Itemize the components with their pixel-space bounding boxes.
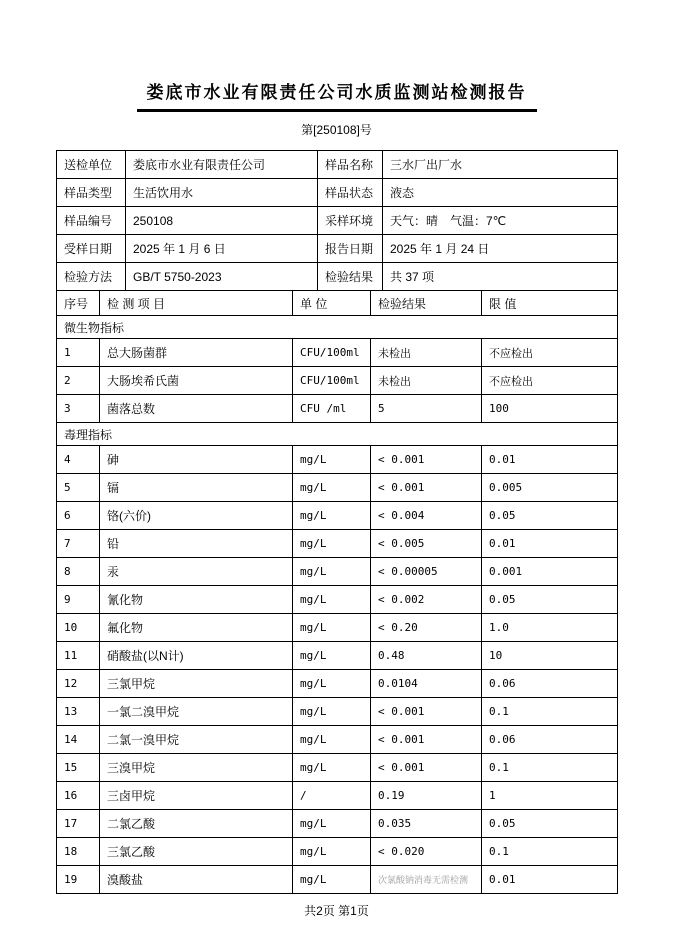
cell-limit: 0.1 [482, 838, 618, 866]
table-row [57, 586, 618, 614]
info-value: GB/T 5750-2023 [126, 263, 318, 291]
cell-result: 未检出 [371, 339, 482, 367]
cell-result: < 0.00005 [371, 558, 482, 586]
info-label: 采样环境 [318, 207, 383, 235]
cell-item: 大肠埃希氏菌 [100, 367, 293, 395]
cell-limit: 100 [482, 395, 618, 423]
cell-item: 三卤甲烷 [100, 782, 293, 810]
col-header-unit: 单 位 [293, 291, 371, 316]
table-row [57, 558, 618, 586]
cell-limit: 0.01 [482, 530, 618, 558]
cell-unit: mg/L [293, 474, 371, 502]
cell-unit: mg/L [293, 446, 371, 474]
cell-unit: mg/L [293, 614, 371, 642]
cell-item: 三氯乙酸 [100, 838, 293, 866]
col-header-limit: 限 值 [482, 291, 618, 316]
cell-no: 5 [57, 474, 100, 502]
cell-no: 9 [57, 586, 100, 614]
cell-limit: 0.1 [482, 698, 618, 726]
results-header-row [57, 291, 618, 316]
page-title: 娄底市水业有限责任公司水质监测站检测报告 [137, 78, 537, 112]
cell-no: 7 [57, 530, 100, 558]
cell-limit: 0.06 [482, 726, 618, 754]
table-row [57, 446, 618, 474]
cell-result: 0.19 [371, 782, 482, 810]
cell-result: 0.035 [371, 810, 482, 838]
cell-no: 13 [57, 698, 100, 726]
cell-item: 铅 [100, 530, 293, 558]
cell-limit: 0.01 [482, 446, 618, 474]
section-title: 毒理指标 [57, 423, 618, 446]
table-row [57, 726, 618, 754]
cell-item: 总大肠菌群 [100, 339, 293, 367]
col-header-result: 检验结果 [371, 291, 482, 316]
cell-no: 12 [57, 670, 100, 698]
table-row [57, 614, 618, 642]
cell-no: 6 [57, 502, 100, 530]
table-row [57, 339, 618, 367]
cell-result: 次氯酸钠消毒无需检测 [371, 866, 482, 894]
table-row [57, 367, 618, 395]
cell-unit: mg/L [293, 726, 371, 754]
info-row [57, 235, 618, 263]
table-row [57, 502, 618, 530]
cell-limit: 0.05 [482, 810, 618, 838]
cell-item: 二氯乙酸 [100, 810, 293, 838]
cell-limit: 10 [482, 642, 618, 670]
cell-unit: mg/L [293, 558, 371, 586]
cell-result: < 0.001 [371, 698, 482, 726]
table-row [57, 670, 618, 698]
cell-unit: CFU /ml [293, 395, 371, 423]
info-row [57, 207, 618, 235]
info-value: 250108 [126, 207, 318, 235]
table-row [57, 838, 618, 866]
cell-unit: mg/L [293, 586, 371, 614]
cell-item: 溴酸盐 [100, 866, 293, 894]
cell-limit: 0.06 [482, 670, 618, 698]
cell-limit: 1.0 [482, 614, 618, 642]
cell-result: < 0.002 [371, 586, 482, 614]
info-label: 检验方法 [57, 263, 126, 291]
cell-item: 菌落总数 [100, 395, 293, 423]
table-row [57, 698, 618, 726]
cell-unit: mg/L [293, 810, 371, 838]
info-value: 2025 年 1 月 24 日 [383, 235, 618, 263]
results-table-body [57, 291, 618, 894]
results-table [56, 290, 618, 894]
info-label: 样品状态 [318, 179, 383, 207]
col-header-item: 检 测 项 目 [100, 291, 293, 316]
cell-unit: mg/L [293, 502, 371, 530]
cell-result: < 0.20 [371, 614, 482, 642]
cell-unit: CFU/100ml [293, 367, 371, 395]
cell-result: < 0.004 [371, 502, 482, 530]
cell-result: < 0.005 [371, 530, 482, 558]
page-footer: 共2页 第1页 [304, 904, 369, 918]
cell-item: 二氯一溴甲烷 [100, 726, 293, 754]
cell-no: 1 [57, 339, 100, 367]
cell-no: 2 [57, 367, 100, 395]
info-label: 报告日期 [318, 235, 383, 263]
cell-result: < 0.020 [371, 838, 482, 866]
col-header-no: 序号 [57, 291, 100, 316]
cell-item: 镉 [100, 474, 293, 502]
cell-limit: 0.005 [482, 474, 618, 502]
cell-item: 氰化物 [100, 586, 293, 614]
table-row [57, 810, 618, 838]
cell-limit: 不应检出 [482, 367, 618, 395]
cell-result: < 0.001 [371, 446, 482, 474]
cell-item: 铬(六价) [100, 502, 293, 530]
cell-result: 未检出 [371, 367, 482, 395]
info-value: 液态 [383, 179, 618, 207]
info-row [57, 179, 618, 207]
cell-limit: 0.01 [482, 866, 618, 894]
cell-limit: 1 [482, 782, 618, 810]
section-title: 微生物指标 [57, 316, 618, 339]
info-label: 送检单位 [57, 151, 126, 179]
cell-unit: CFU/100ml [293, 339, 371, 367]
cell-result: < 0.001 [371, 474, 482, 502]
table-row [57, 530, 618, 558]
info-row [57, 151, 618, 179]
info-value: 生活饮用水 [126, 179, 318, 207]
cell-no: 16 [57, 782, 100, 810]
cell-unit: mg/L [293, 642, 371, 670]
cell-unit: mg/L [293, 670, 371, 698]
info-value: 三水厂出厂水 [383, 151, 618, 179]
report-number: 第[250108]号 [301, 123, 372, 137]
cell-unit: mg/L [293, 530, 371, 558]
cell-item: 三氯甲烷 [100, 670, 293, 698]
cell-item: 氟化物 [100, 614, 293, 642]
cell-limit: 0.05 [482, 502, 618, 530]
info-label: 检验结果 [318, 263, 383, 291]
cell-result: < 0.001 [371, 726, 482, 754]
cell-result: 5 [371, 395, 482, 423]
cell-limit: 0.05 [482, 586, 618, 614]
table-row [57, 782, 618, 810]
cell-item: 一氯二溴甲烷 [100, 698, 293, 726]
sample-info-table [56, 150, 618, 291]
cell-item: 砷 [100, 446, 293, 474]
info-value: 2025 年 1 月 6 日 [126, 235, 318, 263]
info-value: 娄底市水业有限责任公司 [126, 151, 318, 179]
cell-item: 硝酸盐(以N计) [100, 642, 293, 670]
cell-no: 17 [57, 810, 100, 838]
info-value: 天气：晴 气温：7℃ [383, 207, 618, 235]
info-table-body [57, 151, 618, 291]
report-tables [56, 150, 617, 894]
info-label: 样品类型 [57, 179, 126, 207]
section-row [57, 423, 618, 446]
table-row [57, 395, 618, 423]
title-wrap [0, 78, 673, 112]
cell-unit: / [293, 782, 371, 810]
cell-limit: 不应检出 [482, 339, 618, 367]
info-row [57, 263, 618, 291]
cell-limit: 0.1 [482, 754, 618, 782]
cell-no: 8 [57, 558, 100, 586]
cell-unit: mg/L [293, 866, 371, 894]
info-label: 样品名称 [318, 151, 383, 179]
info-value: 共 37 项 [383, 263, 618, 291]
cell-no: 15 [57, 754, 100, 782]
cell-limit: 0.001 [482, 558, 618, 586]
cell-no: 11 [57, 642, 100, 670]
cell-no: 18 [57, 838, 100, 866]
cell-result: 0.0104 [371, 670, 482, 698]
cell-unit: mg/L [293, 754, 371, 782]
cell-unit: mg/L [293, 698, 371, 726]
cell-item: 汞 [100, 558, 293, 586]
info-label: 样品编号 [57, 207, 126, 235]
table-row [57, 866, 618, 894]
table-row [57, 474, 618, 502]
table-row [57, 642, 618, 670]
cell-result: 0.48 [371, 642, 482, 670]
cell-no: 3 [57, 395, 100, 423]
cell-no: 19 [57, 866, 100, 894]
cell-result: < 0.001 [371, 754, 482, 782]
cell-item: 三溴甲烷 [100, 754, 293, 782]
table-row [57, 754, 618, 782]
cell-no: 10 [57, 614, 100, 642]
cell-no: 14 [57, 726, 100, 754]
section-row [57, 316, 618, 339]
info-label: 受样日期 [57, 235, 126, 263]
cell-no: 4 [57, 446, 100, 474]
cell-unit: mg/L [293, 838, 371, 866]
